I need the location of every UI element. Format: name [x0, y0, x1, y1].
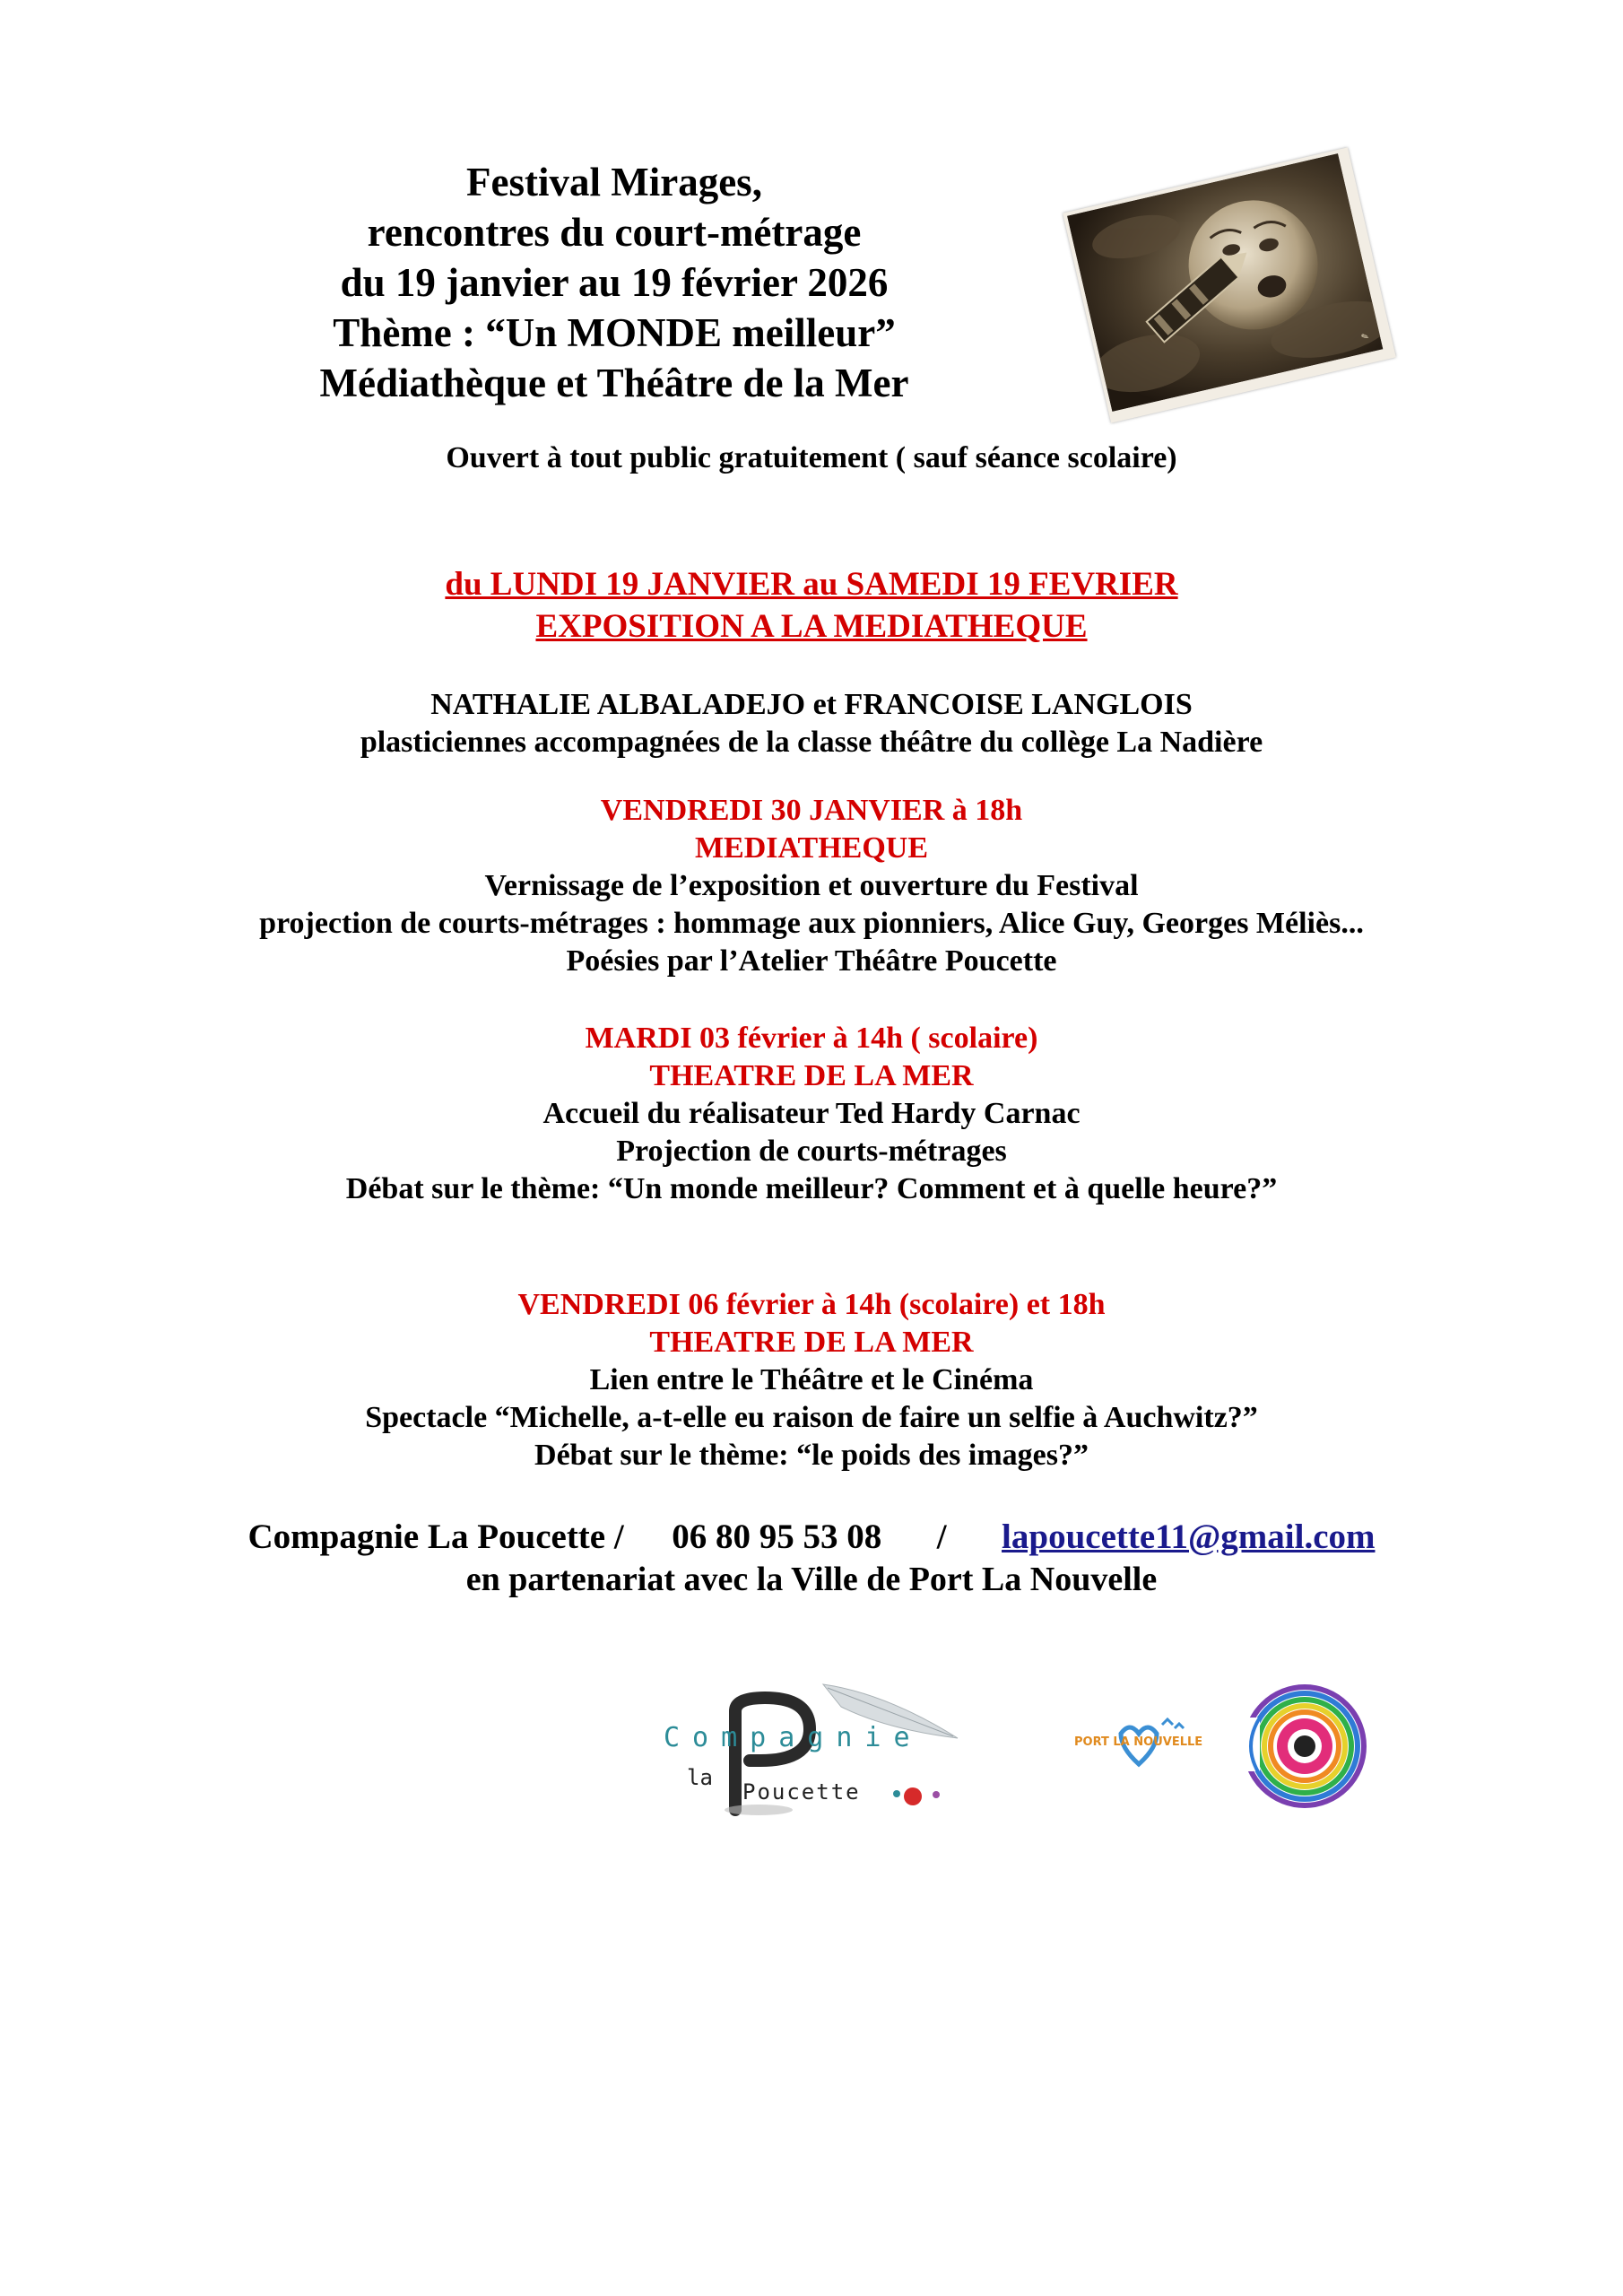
event-place: MEDIATHEQUE [694, 831, 929, 865]
company-name: Compagnie La Poucette / [247, 1518, 624, 1556]
separator: / [936, 1518, 947, 1556]
event-line: Débat sur le thème: “Un monde meilleur? Comment et à quelle heure?” [345, 1172, 1278, 1205]
title-line: Festival Mirages, [466, 160, 762, 204]
subtitle: Ouvert à tout public gratuitement ( sauf séance scolaire) [446, 441, 1177, 474]
moon-rocket-illustration [1067, 153, 1383, 412]
logo-word-compagnie: Compagnie [664, 1722, 923, 1753]
event-date: VENDREDI 30 JANVIER à 18h [600, 794, 1023, 827]
port-la-nouvelle-logo [1074, 1709, 1203, 1780]
compagnie-la-poucette-logo [653, 1675, 976, 1819]
phone-number: 06 80 95 53 08 [672, 1518, 882, 1556]
event-date: VENDREDI 06 février à 14h (scolaire) et 18h [517, 1288, 1106, 1321]
event-place: THEATRE DE LA MER [649, 1059, 974, 1092]
event-line: Débat sur le thème: “le poids des images?” [534, 1439, 1089, 1472]
logo-word-poucette: Poucette [742, 1779, 861, 1805]
event-vernissage [0, 792, 1623, 980]
event-scolaire-mardi [0, 1020, 1623, 1208]
festival-eye-logo [1233, 1682, 1376, 1812]
svg-text:✎: ✎ [1359, 331, 1371, 344]
event-exposition [0, 563, 1623, 761]
moon-film-image [1063, 147, 1396, 422]
event-place: EXPOSITION A LA MEDIATHEQUE [535, 608, 1088, 645]
event-line: Vernissage de l’exposition et ouverture du Festival [484, 869, 1139, 902]
spacer-line [0, 648, 1623, 686]
contact-line [0, 1516, 1623, 1559]
title-line: Médiathèque et Théâtre de la Mer [319, 361, 909, 405]
event-line: Poésies par l’Atelier Théâtre Poucette [566, 944, 1057, 978]
event-line: Spectacle “Michelle, a-t-elle eu raison de faire un selfie à Auchwitz?” [365, 1401, 1258, 1434]
event-description: plasticiennes accompagnées de la classe théâtre du collège La Nadière [360, 726, 1263, 759]
event-line: Lien entre le Théâtre et le Cinéma [589, 1363, 1034, 1396]
event-artists: NATHALIE ALBALADEJO et FRANCOISE LANGLOIS [430, 688, 1193, 721]
port-logo-text: PORT LA NOUVELLE [1074, 1735, 1203, 1749]
logo-word-la: la [687, 1765, 713, 1790]
festival-title [269, 157, 959, 408]
title-line: Thème : “Un MONDE meilleur” [333, 310, 896, 355]
event-vendredi-spectacle [0, 1286, 1623, 1474]
email-link[interactable]: lapoucette11@gmail.com [1002, 1518, 1376, 1556]
event-date: MARDI 03 février à 14h ( scolaire) [585, 1022, 1038, 1055]
title-line: du 19 janvier au 19 février 2026 [340, 260, 889, 305]
event-place: THEATRE DE LA MER [649, 1326, 974, 1359]
rainbow-eye-icon [1233, 1682, 1376, 1812]
title-line: rencontres du court-métrage [367, 210, 862, 255]
event-line: Projection de courts-métrages [616, 1135, 1007, 1168]
event-line: Accueil du réalisateur Ted Hardy Carnac [542, 1097, 1081, 1130]
event-line: projection de courts-métrages : hommage aux pionniers, Alice Guy, Georges Méliès... [259, 907, 1364, 940]
event-date: du LUNDI 19 JANVIER au SAMEDI 19 FEVRIER [445, 566, 1178, 603]
contact-block [0, 1516, 1623, 1600]
partnership-line: en partenariat avec la Ville de Port La Nouvelle [465, 1561, 1158, 1598]
